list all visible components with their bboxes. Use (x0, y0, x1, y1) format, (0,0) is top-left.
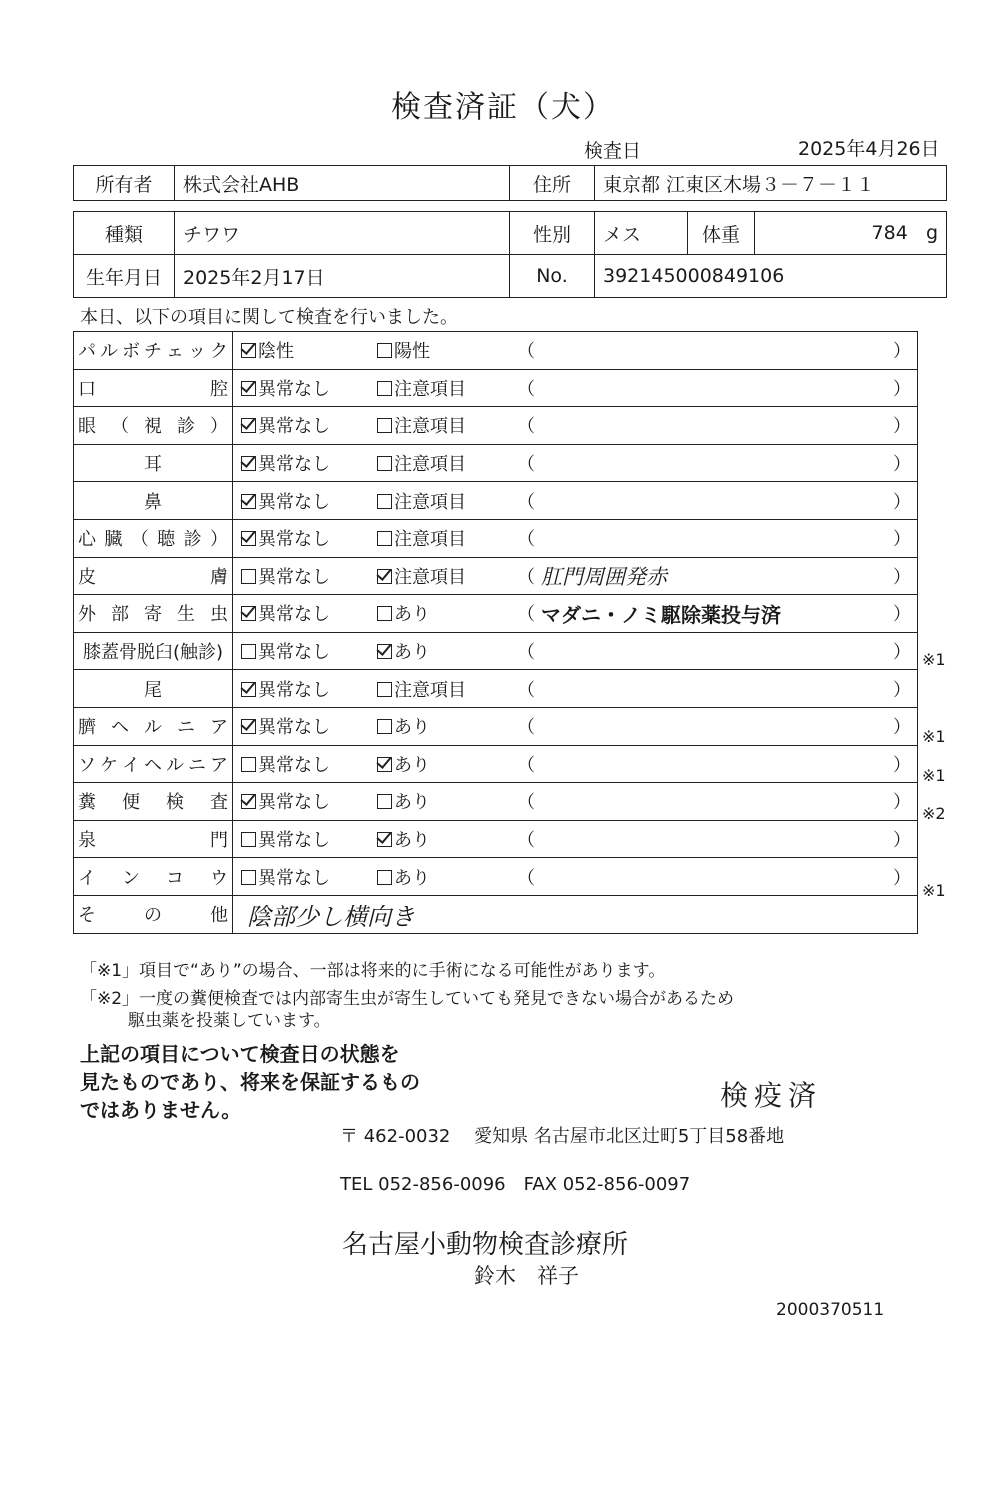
option-label: 異常なし (258, 604, 330, 626)
dog-table (73, 211, 947, 298)
weight-value: 784 (871, 222, 908, 244)
paren-close: ） (893, 754, 911, 776)
check-row (74, 783, 918, 821)
check-option-1 (233, 369, 370, 407)
checkbox-checked[interactable] (241, 494, 256, 509)
check-item-char: ソ (78, 754, 96, 776)
footnote-mark: ※1 (922, 649, 946, 669)
checkbox-unchecked[interactable] (377, 531, 392, 546)
check-note (505, 745, 918, 783)
check-item-char: 泉 (78, 830, 96, 852)
other-note-cell (233, 895, 918, 933)
check-option-2 (369, 407, 505, 445)
check-item-char: ェ (166, 341, 184, 363)
paren-close: ） (893, 341, 911, 363)
check-note (505, 632, 918, 670)
check-note (505, 444, 918, 482)
checkbox-unchecked[interactable] (377, 343, 392, 358)
check-item-char: チ (144, 341, 162, 363)
checkbox-unchecked[interactable] (377, 606, 392, 621)
check-note (505, 670, 918, 708)
paren-open: （ (517, 642, 535, 664)
option-label: 注意項目 (394, 679, 466, 701)
check-option-2 (369, 595, 505, 633)
disclaimer (80, 1040, 420, 1124)
intro-text: 本日、以下の項目に関して検査を行いました。 (80, 307, 458, 328)
paren-close: ） (893, 830, 911, 852)
checkbox-checked[interactable] (241, 682, 256, 697)
note-text: マダニ・ノミ駆除薬投与済 (541, 602, 781, 627)
check-item-char: 膚 (210, 566, 228, 588)
check-row (74, 707, 918, 745)
checkbox-checked[interactable] (241, 606, 256, 621)
clinic-address: 〒 462-0032 愛知県 名古屋市北区辻町5丁目58番地 (340, 1126, 785, 1147)
checkbox-checked[interactable] (241, 531, 256, 546)
check-item-char: 糞 (78, 792, 96, 814)
note-text: 肛門周囲発赤 (541, 564, 667, 589)
check-item-char: ル (166, 754, 184, 776)
checkbox-checked[interactable] (241, 456, 256, 471)
check-item-char: 臓 (104, 529, 123, 551)
check-item-char: 尾 (144, 679, 162, 701)
check-option-2 (369, 745, 505, 783)
option-label: 異常なし (258, 529, 330, 551)
clinic-name: 名古屋小動物検査診療所 (342, 1230, 629, 1260)
checkbox-checked[interactable] (241, 343, 256, 358)
check-row (74, 519, 918, 557)
option-label: 注意項目 (394, 416, 466, 438)
check-option-2 (369, 332, 505, 370)
check-item-char: 便 (122, 792, 140, 814)
check-item-char: パ (78, 341, 96, 363)
check-option-1 (233, 745, 370, 783)
check-item-label (74, 783, 233, 821)
check-item-char: ニ (177, 717, 195, 739)
check-item-char: 耳 (144, 454, 162, 476)
weight-cell (755, 212, 947, 255)
paren-open: （ (517, 491, 535, 513)
dob-value: 2025年2月17日 (175, 255, 510, 298)
check-item-label (74, 858, 233, 896)
paren-open: （ (517, 378, 535, 400)
check-item-char: 外 (78, 604, 96, 626)
option-label: 異常なし (258, 679, 330, 701)
check-option-2 (369, 820, 505, 858)
check-item-char: ヘ (144, 754, 162, 776)
checkbox-unchecked[interactable] (377, 418, 392, 433)
paren-open: （ (517, 717, 535, 739)
paren-close: ） (893, 454, 911, 476)
check-item-char: ア (210, 717, 228, 739)
option-label: あり (394, 754, 430, 776)
check-option-1 (233, 444, 370, 482)
check-item-label (74, 632, 233, 670)
check-row (74, 407, 918, 445)
option-label: 異常なし (258, 867, 330, 889)
check-option-1 (233, 858, 370, 896)
check-option-2 (369, 632, 505, 670)
option-label: 異常なし (258, 566, 330, 588)
check-item-char: 生 (177, 604, 195, 626)
check-row (74, 670, 918, 708)
check-item-char: 膝蓋骨脱臼(触診) (82, 642, 224, 664)
breed-value: チワワ (175, 212, 510, 255)
check-item-char: 検 (166, 792, 184, 814)
check-item-label (74, 557, 233, 595)
footnote-2-line-2: 駆虫薬を投薬しています。 (128, 1011, 331, 1031)
check-option-1 (233, 632, 370, 670)
check-item-label (74, 595, 233, 633)
inspection-date-label: 検査日 (584, 140, 642, 162)
checkbox-unchecked[interactable] (241, 644, 256, 659)
option-label: 注意項目 (394, 566, 466, 588)
page-title: 検査済証（犬） (391, 90, 615, 125)
check-row (74, 482, 918, 520)
check-item-char: 門 (210, 830, 228, 852)
checkbox-unchecked[interactable] (241, 870, 256, 885)
check-option-2 (369, 670, 505, 708)
check-row (74, 444, 918, 482)
check-item-label (74, 444, 233, 482)
paren-close: ） (893, 416, 911, 438)
check-item-char: 心 (78, 529, 96, 551)
check-item-char: ア (210, 754, 228, 776)
checkbox-unchecked[interactable] (377, 682, 392, 697)
check-item-label (74, 895, 233, 933)
paren-close: ） (893, 378, 911, 400)
check-item-char: ニ (188, 754, 206, 776)
check-item-char: ル (100, 341, 118, 363)
disclaimer-line: 上記の項目について検査日の状態を (80, 1042, 400, 1066)
option-label: あり (394, 830, 430, 852)
option-label: 注意項目 (394, 378, 466, 400)
check-item-char: イ (122, 754, 140, 776)
check-item-char: 鼻 (144, 491, 162, 513)
paren-close: ） (893, 679, 911, 701)
check-row (74, 632, 918, 670)
check-item-label (74, 670, 233, 708)
check-note (505, 332, 918, 370)
checkbox-checked[interactable] (377, 569, 392, 584)
disclaimer-line: 見たものであり、将来を保証するもの (80, 1070, 420, 1094)
check-item-char: （ (111, 416, 129, 438)
checkbox-unchecked[interactable] (377, 381, 392, 396)
inspection-stamp: 検疫済 (720, 1079, 823, 1112)
paren-open: （ (517, 341, 535, 363)
option-label: 異常なし (258, 792, 330, 814)
checkbox-unchecked[interactable] (377, 494, 392, 509)
check-option-1 (233, 407, 370, 445)
footnote-2-line-1: 「※2」一度の糞便検査では内部寄生虫が寄生していても発見できない場合があるため (80, 989, 735, 1009)
check-note (505, 858, 918, 896)
check-item-char: 診 (183, 529, 202, 551)
option-label: 異常なし (258, 416, 330, 438)
check-item-label (74, 707, 233, 745)
check-item-label (74, 407, 233, 445)
check-option-1 (233, 332, 370, 370)
option-label: あり (394, 792, 430, 814)
inspection-date: 2025年4月26日 (798, 138, 940, 160)
check-row-other (74, 895, 918, 933)
check-option-2 (369, 858, 505, 896)
paren-close: ） (893, 604, 911, 626)
option-label: あり (394, 717, 430, 739)
check-item-char: 聴 (157, 529, 176, 551)
footnote-mark: ※1 (922, 727, 946, 746)
check-note (505, 519, 918, 557)
other-note: 陰部少し横向き (247, 902, 415, 931)
paren-open: （ (517, 604, 535, 626)
checkbox-unchecked[interactable] (377, 719, 392, 734)
check-item-char: 口 (78, 378, 96, 400)
option-label: 異常なし (258, 642, 330, 664)
option-label: 注意項目 (394, 491, 466, 513)
check-item-char: ） (210, 416, 228, 438)
check-item-char: ヘ (111, 717, 129, 739)
owner-label: 所有者 (74, 166, 175, 201)
check-note (505, 707, 918, 745)
paren-open: （ (517, 454, 535, 476)
vet-name: 鈴木 祥子 (474, 1264, 579, 1288)
paren-close: ） (893, 642, 911, 664)
check-option-2 (369, 482, 505, 520)
checkbox-checked[interactable] (241, 719, 256, 734)
check-item-label (74, 369, 233, 407)
check-option-1 (233, 783, 370, 821)
check-item-char: 皮 (78, 566, 96, 588)
checkbox-unchecked[interactable] (377, 870, 392, 885)
check-item-label (74, 820, 233, 858)
check-item-char: 査 (210, 792, 228, 814)
address-label: 住所 (510, 166, 595, 201)
check-item-label (74, 519, 233, 557)
check-item-char: ボ (122, 341, 140, 363)
check-option-1 (233, 595, 370, 633)
paren-open: （ (517, 792, 535, 814)
option-label: 陰性 (258, 341, 294, 363)
weight-label: 体重 (688, 212, 755, 255)
option-label: 異常なし (258, 454, 330, 476)
checkbox-checked[interactable] (377, 644, 392, 659)
check-note (505, 820, 918, 858)
check-option-2 (369, 444, 505, 482)
option-label: あり (394, 604, 430, 626)
paren-close: ） (893, 529, 911, 551)
serial-number: 2000370511 (776, 1300, 885, 1320)
check-option-2 (369, 557, 505, 595)
checkbox-checked[interactable] (241, 418, 256, 433)
check-option-1 (233, 670, 370, 708)
weight-unit: g (925, 222, 938, 244)
check-item-char: ル (144, 717, 162, 739)
check-item-char: 視 (144, 416, 162, 438)
check-option-1 (233, 519, 370, 557)
paren-open: （ (517, 830, 535, 852)
checks-table (73, 331, 918, 934)
footnote-1: 「※1」項目で“あり”の場合、一部は将来的に手術になる可能性があります。 (80, 961, 666, 981)
footnote-mark: ※2 (922, 804, 946, 824)
check-row (74, 858, 918, 896)
check-option-1 (233, 482, 370, 520)
check-row (74, 557, 918, 595)
check-item-label (74, 482, 233, 520)
paren-open: （ (517, 754, 535, 776)
check-item-label (74, 332, 233, 370)
checkbox-checked[interactable] (377, 757, 392, 772)
check-row (74, 369, 918, 407)
option-label: 注意項目 (394, 454, 466, 476)
option-label: 異常なし (258, 830, 330, 852)
check-item-label (74, 745, 233, 783)
check-note (505, 369, 918, 407)
check-option-1 (233, 820, 370, 858)
dob-label: 生年月日 (74, 255, 175, 298)
check-item-char: 他 (210, 905, 228, 927)
option-label: 異常なし (258, 754, 330, 776)
paren-close: ） (893, 792, 911, 814)
sex-value: メス (595, 212, 688, 255)
checkbox-checked[interactable] (377, 832, 392, 847)
sex-label: 性別 (510, 212, 595, 255)
check-row (74, 332, 918, 370)
option-label: 注意項目 (394, 529, 466, 551)
checkbox-unchecked[interactable] (241, 757, 256, 772)
checkbox-unchecked[interactable] (377, 456, 392, 471)
check-item-char: ッ (188, 341, 206, 363)
paren-close: ） (893, 867, 911, 889)
check-item-char: ウ (210, 867, 228, 889)
check-option-2 (369, 707, 505, 745)
check-item-char: 眼 (78, 416, 96, 438)
footnote-mark: ※1 (922, 765, 946, 785)
no-label: No. (510, 255, 595, 298)
check-item-char: 腔 (210, 378, 228, 400)
breed-label: 種類 (74, 212, 175, 255)
check-item-char: 部 (111, 604, 129, 626)
address-value: 東京都 江東区木場３－７－１１ (595, 166, 947, 201)
check-item-char: ン (122, 867, 140, 889)
check-option-2 (369, 369, 505, 407)
check-item-char: 診 (177, 416, 195, 438)
check-item-char: 虫 (210, 604, 228, 626)
checkbox-checked[interactable] (241, 381, 256, 396)
paren-close: ） (893, 566, 911, 588)
check-item-char: ） (209, 529, 228, 551)
check-option-2 (369, 783, 505, 821)
check-item-char: （ (130, 529, 149, 551)
owner-value: 株式会社AHB (175, 166, 510, 201)
check-item-char: ク (210, 341, 228, 363)
check-note (505, 595, 918, 633)
clinic-phone-fax: TEL 052-856-0096 FAX 052-856-0097 (340, 1174, 691, 1195)
check-row (74, 820, 918, 858)
check-note (505, 482, 918, 520)
check-item-char: ケ (100, 754, 118, 776)
paren-open: （ (517, 679, 535, 701)
check-item-char: コ (166, 867, 184, 889)
checkbox-unchecked[interactable] (377, 794, 392, 809)
footnote-mark: ※1 (922, 881, 946, 901)
disclaimer-line: ではありません。 (80, 1098, 242, 1122)
option-label: 異常なし (258, 717, 330, 739)
check-item-char: の (144, 905, 162, 927)
owner-table (73, 165, 947, 201)
check-option-1 (233, 707, 370, 745)
check-note (505, 407, 918, 445)
check-item-char: 寄 (144, 604, 162, 626)
checkbox-unchecked[interactable] (241, 569, 256, 584)
check-note (505, 557, 918, 595)
paren-open: （ (517, 566, 535, 588)
check-option-2 (369, 519, 505, 557)
check-item-char: そ (78, 905, 96, 927)
check-item-char: イ (78, 867, 96, 889)
option-label: 異常なし (258, 378, 330, 400)
check-item-char: 臍 (78, 717, 96, 739)
check-row (74, 745, 918, 783)
check-row (74, 595, 918, 633)
paren-open: （ (517, 867, 535, 889)
option-label: 異常なし (258, 491, 330, 513)
no-value: 392145000849106 (595, 255, 947, 298)
option-label: あり (394, 642, 430, 664)
paren-close: ） (893, 491, 911, 513)
option-label: あり (394, 867, 430, 889)
check-option-1 (233, 557, 370, 595)
paren-close: ） (893, 717, 911, 739)
checkbox-checked[interactable] (241, 794, 256, 809)
checkbox-unchecked[interactable] (241, 832, 256, 847)
paren-open: （ (517, 529, 535, 551)
check-note (505, 783, 918, 821)
option-label: 陽性 (394, 341, 430, 363)
paren-open: （ (517, 416, 535, 438)
